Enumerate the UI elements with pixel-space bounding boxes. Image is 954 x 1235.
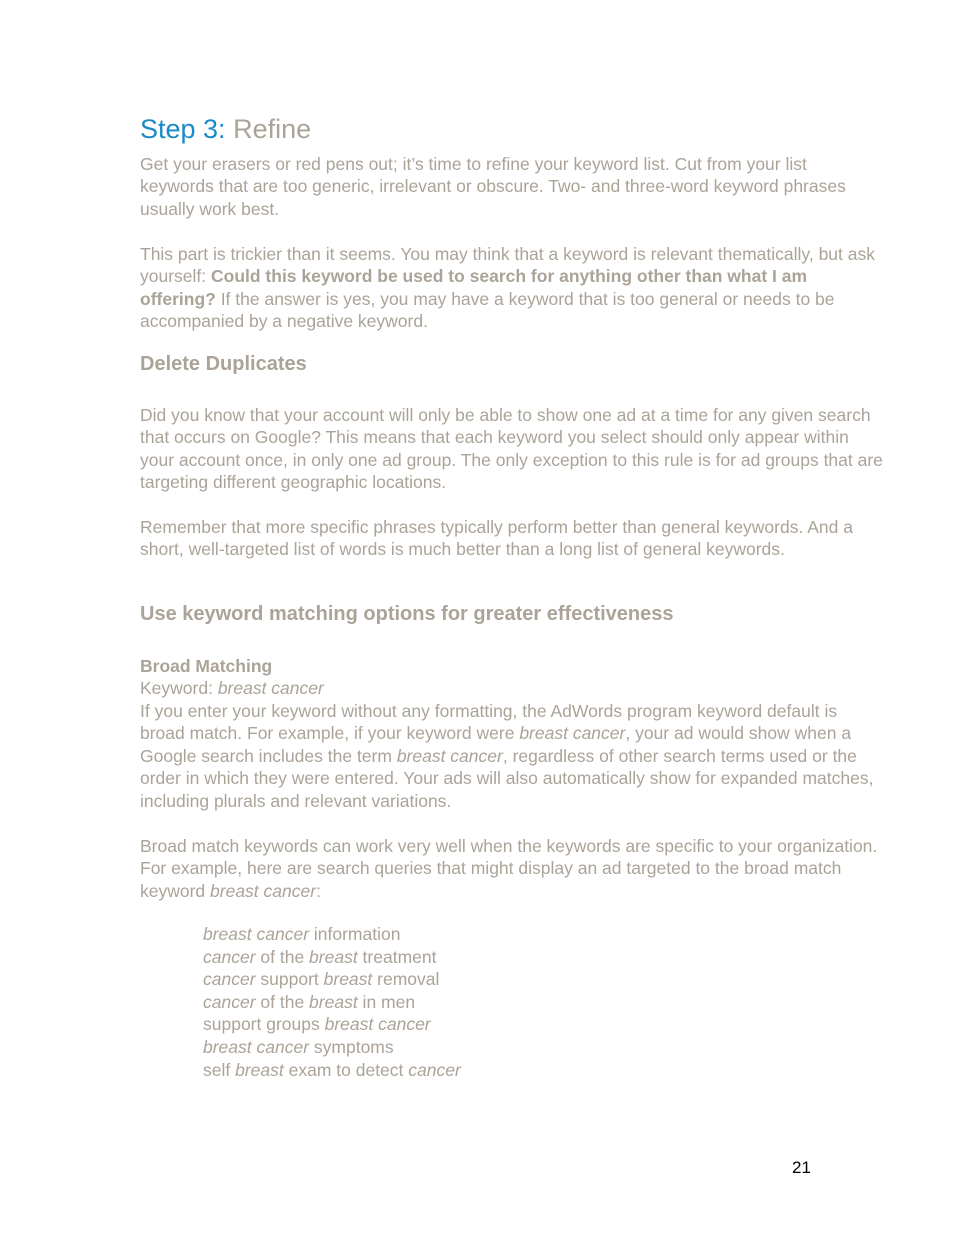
- example-query-item: cancer of the breast treatment: [203, 946, 437, 967]
- duplicates-paragraph: Did you know that your account will only be able to show one ad at a time for any given search that occurs on Google? This means that each keyword you select should only appear within your account once, in only one ad group. The only exception to this rule is for ad groups that are targeting different geographic locations.: [140, 405, 883, 493]
- heading-broad-matching: Broad Matching: [140, 656, 273, 676]
- broad-paragraph: If you enter your keyword without any formatting, the AdWords program keyword default is broad match. For example, if your keyword were breast cancer, your ad would show when a Google search includes the term breast cancer, regardless of other search terms used or the order in which they were entered. Your ads will also automatically show for expanded matches, including plurals and relevant variations.: [140, 701, 874, 811]
- specific-phrases-paragraph: Remember that more specific phrases typically perform better than general keywords. And a short, well-targeted list of words is much better than a long list of general keywords.: [140, 517, 853, 560]
- title-step: Step 3:: [140, 114, 226, 144]
- example-query-item: self breast exam to detect cancer: [203, 1059, 461, 1080]
- example-queries-list: [203, 923, 461, 1081]
- key-question: Could this keyword be used to search for anything other than what I am offering?: [140, 266, 808, 309]
- example-query-item: breast cancer symptoms: [203, 1036, 394, 1057]
- example-query-item: cancer support breast removal: [203, 969, 440, 990]
- broad-usage-paragraph: Broad match keywords can work very well when the keywords are specific to your organization. For example, here are search queries that might display an ad targeted to the broad match keyword breast cancer:: [140, 836, 878, 901]
- intro-paragraph: Get your erasers or red pens out; it’s time to refine your keyword list. Cut from your list keywords that are too generic, irrelevant or obscure. Two- and three-word keyword phrases usually work best.: [140, 154, 846, 219]
- heading-delete-duplicates: Delete Duplicates: [140, 353, 307, 375]
- section-title: [140, 113, 311, 145]
- tricky-paragraph: This part is trickier than it seems. You may think that a keyword is relevant thematically, but ask yourself: Could this keyword be used to search for anything other than what I am offering? If the answer is yes, you may have a keyword that is too general or needs to be accompanied by a negative keyword.: [140, 244, 875, 332]
- title-rest: Refine: [225, 114, 312, 144]
- example-query-item: breast cancer information: [203, 924, 401, 944]
- example-query-item: cancer of the breast in men: [203, 991, 416, 1012]
- broad-keyword-line: Keyword: breast cancer: [140, 678, 324, 698]
- heading-matching-options: Use keyword matching options for greater effectiveness: [140, 603, 674, 625]
- page-number: 21: [792, 1158, 811, 1177]
- example-query-item: support groups breast cancer: [203, 1014, 431, 1035]
